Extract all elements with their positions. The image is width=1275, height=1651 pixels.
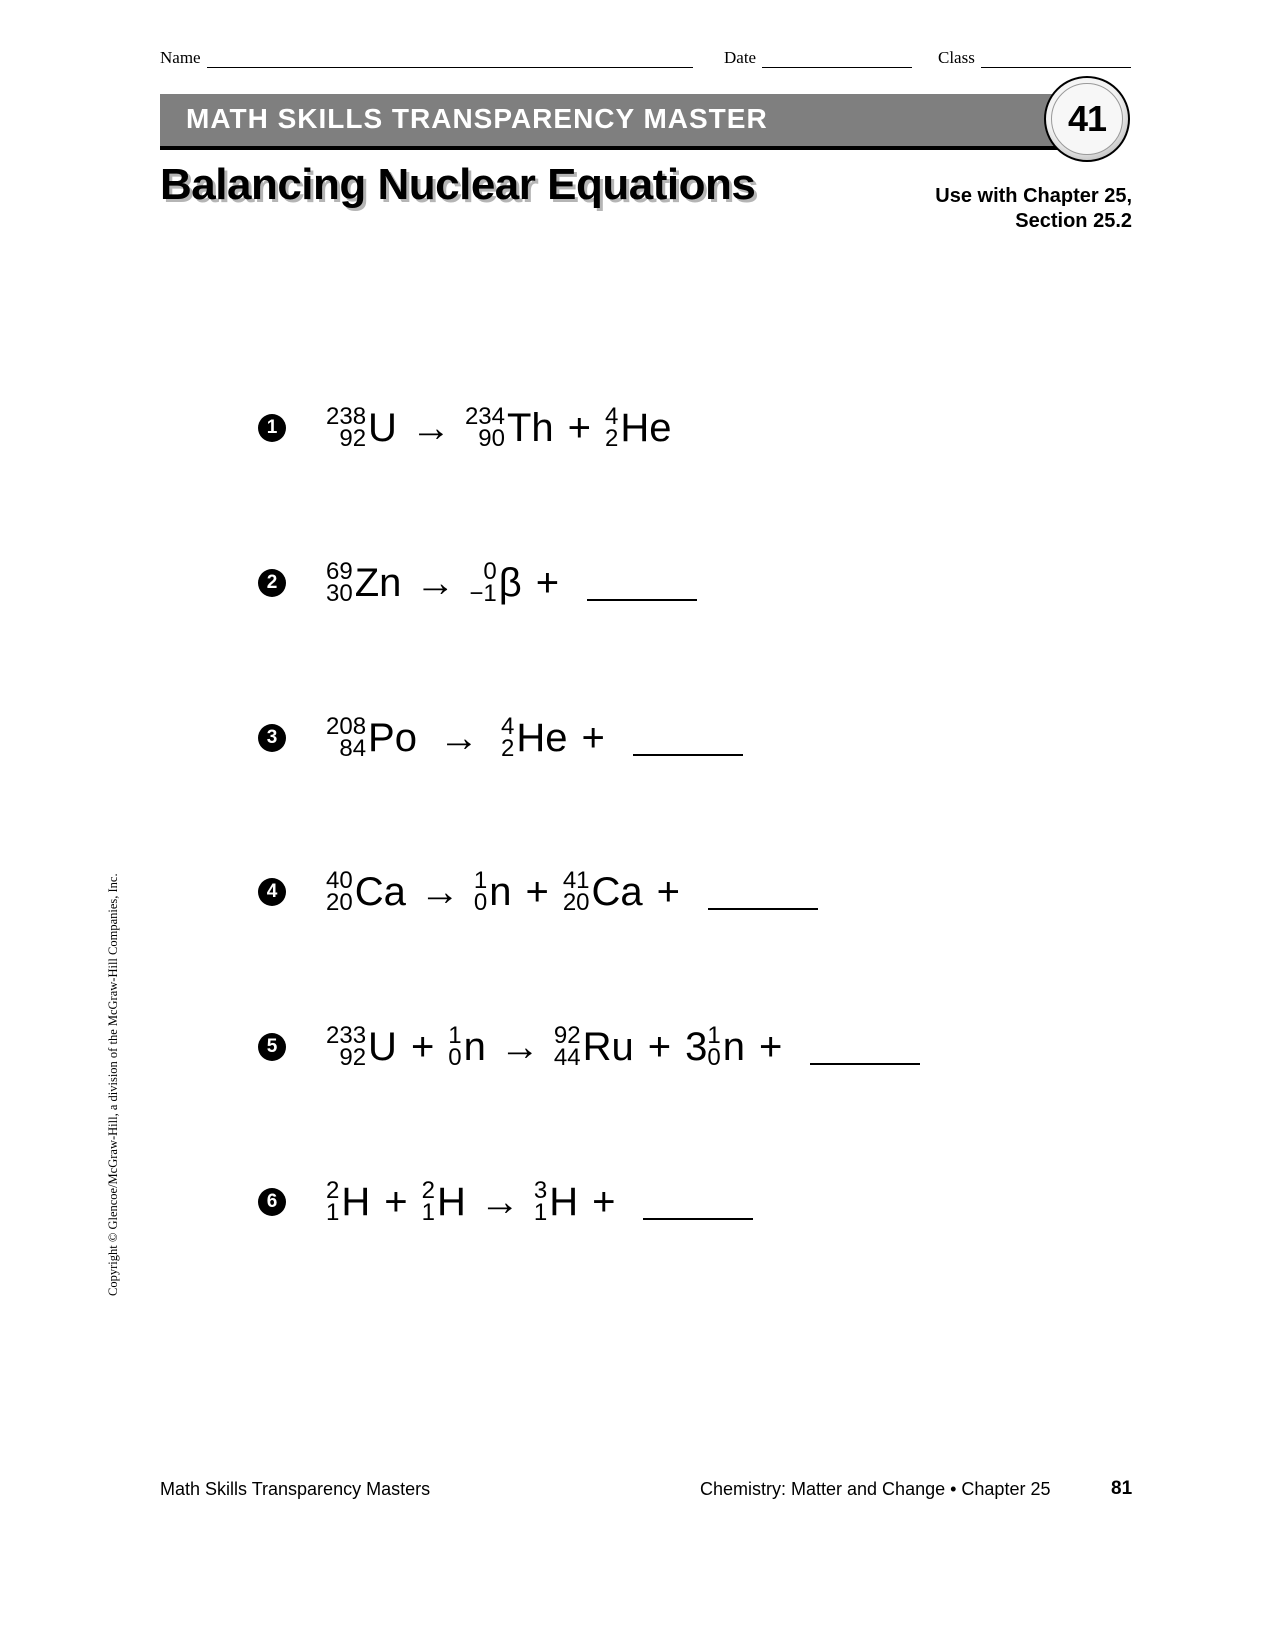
use-with-section: Section 25.2: [1015, 210, 1132, 232]
date-line[interactable]: [762, 51, 912, 68]
element-symbol: Ca: [354, 869, 406, 914]
answer-blank[interactable]: [643, 1188, 753, 1220]
number-bullet-icon: 2: [258, 569, 286, 597]
atomic-number: 0: [473, 889, 488, 916]
particle-symbol: n: [722, 1024, 745, 1069]
mass-number: 208: [326, 713, 367, 740]
answer-blank[interactable]: [810, 1033, 920, 1065]
element-symbol: U: [368, 1024, 397, 1069]
atomic-number: 0: [707, 1044, 721, 1071]
reaction-arrow-icon: →: [479, 1179, 520, 1224]
plus-sign: +: [410, 1024, 435, 1069]
reaction-arrow-icon: →: [438, 715, 479, 760]
copyright-notice: Copyright © Glencoe/McGraw-Hill, a division of the McGraw-Hill Companies, Inc.: [106, 873, 120, 1296]
nuclide: [464, 403, 554, 452]
badge-number: 41: [1067, 98, 1107, 139]
mass-number: 234: [464, 403, 505, 430]
mass-number: 233: [326, 1022, 367, 1049]
mass-number: 41: [562, 867, 590, 894]
atomic-number: 2: [605, 425, 619, 452]
date-label: Date: [724, 48, 757, 67]
particle-symbol: n: [463, 1024, 486, 1069]
atomic-number: 1: [533, 1199, 548, 1226]
atomic-number: 92: [339, 1044, 367, 1071]
atomic-number: 1: [326, 1199, 340, 1226]
class-label: Class: [938, 48, 975, 67]
footer-book-chapter: Chemistry: Matter and Change • Chapter 25: [700, 1479, 1051, 1499]
number-bullet-icon: 4: [258, 878, 286, 906]
mass-number: 4: [605, 403, 619, 430]
particle-symbol: β: [498, 560, 522, 605]
atomic-number: 90: [478, 425, 505, 452]
element-symbol: Ca: [591, 869, 643, 914]
nuclide: [326, 713, 417, 762]
plus-sign: +: [581, 715, 605, 760]
reaction-arrow-icon: →: [419, 869, 460, 914]
equation-3: [258, 708, 743, 768]
element-symbol: Th: [506, 405, 554, 450]
element-symbol: U: [368, 405, 397, 450]
nuclide: [326, 867, 406, 916]
class-field[interactable]: [938, 48, 1131, 68]
name-field[interactable]: [160, 48, 693, 68]
nuclide: [562, 867, 643, 916]
number-bullet-icon: 1: [258, 414, 286, 442]
mass-number: 40: [326, 867, 353, 894]
mass-number: 4: [500, 713, 515, 740]
nuclide: [326, 403, 397, 452]
answer-blank[interactable]: [633, 724, 743, 756]
use-with-chapter: Use with Chapter 25,: [935, 185, 1132, 207]
master-number-badge: [1044, 76, 1130, 162]
name-line[interactable]: [207, 51, 693, 68]
mass-number: 238: [326, 403, 367, 430]
header-banner: [160, 94, 1060, 150]
nuclide: [473, 867, 512, 916]
nuclide: [448, 1022, 486, 1071]
atomic-number: 1: [421, 1199, 435, 1226]
nuclide: [553, 1022, 634, 1071]
nuclide: [500, 713, 568, 762]
equation-4: [258, 862, 818, 922]
nuclide: [326, 1177, 371, 1226]
mass-number: 1: [448, 1022, 462, 1049]
nuclide: [469, 558, 522, 607]
reaction-arrow-icon: →: [499, 1024, 540, 1069]
element-symbol: H: [341, 1179, 371, 1224]
nuclide: [421, 1177, 466, 1226]
mass-number: 1: [473, 867, 488, 894]
number-bullet-icon: 5: [258, 1033, 286, 1061]
number-bullet-icon: 3: [258, 724, 286, 752]
atomic-number: 20: [562, 889, 590, 916]
name-label: Name: [160, 48, 201, 67]
mass-number: 92: [553, 1022, 581, 1049]
page-title: Balancing Nuclear Equations: [160, 160, 756, 209]
page-number: 81: [1111, 1478, 1133, 1499]
atomic-number: 2: [500, 735, 515, 762]
element-symbol: Ru: [582, 1024, 634, 1069]
mass-number: 1: [707, 1022, 721, 1049]
banner-title: MATH SKILLS TRANSPARENCY MASTER: [186, 103, 768, 134]
nuclide: [605, 403, 672, 452]
coefficient: 3: [685, 1024, 708, 1069]
student-info-row: [160, 48, 1132, 72]
plus-sign: +: [567, 405, 592, 450]
plus-sign: +: [647, 1024, 672, 1069]
particle-symbol: n: [489, 869, 512, 914]
plus-sign: +: [384, 1179, 408, 1224]
equation-6: [258, 1172, 753, 1232]
reaction-arrow-icon: →: [410, 405, 451, 450]
nuclide: [326, 1022, 397, 1071]
element-symbol: He: [516, 715, 568, 760]
element-symbol: H: [436, 1179, 466, 1224]
reaction-arrow-icon: →: [415, 560, 456, 605]
element-symbol: Zn: [354, 560, 402, 605]
atomic-number: 92: [339, 425, 367, 452]
element-symbol: H: [549, 1179, 579, 1224]
atomic-number: 84: [339, 735, 367, 762]
atomic-number: −1: [469, 580, 497, 607]
class-line[interactable]: [981, 51, 1131, 68]
atomic-number: 44: [553, 1044, 581, 1071]
badge-inner: [1051, 83, 1123, 155]
equation-2: [258, 553, 697, 613]
footer-series-title: Math Skills Transparency Masters: [160, 1479, 431, 1499]
element-symbol: Po: [368, 715, 417, 760]
plus-sign: +: [656, 869, 681, 914]
mass-number: 2: [326, 1177, 340, 1204]
atomic-number: 30: [326, 580, 353, 607]
nuclide: [326, 558, 402, 607]
mass-number: 69: [326, 558, 353, 585]
use-with-note: [935, 184, 1132, 234]
plus-sign: +: [535, 560, 560, 605]
mass-number: 2: [421, 1177, 435, 1204]
atomic-number: 20: [326, 889, 353, 916]
equation-1: [258, 398, 672, 458]
mass-number: 0: [483, 558, 497, 585]
element-symbol: He: [620, 405, 672, 450]
nuclide: [685, 1022, 745, 1071]
number-bullet-icon: 6: [258, 1188, 286, 1216]
answer-blank[interactable]: [587, 569, 697, 601]
answer-blank[interactable]: [708, 878, 818, 910]
nuclide: [533, 1177, 579, 1226]
atomic-number: 0: [448, 1044, 462, 1071]
mass-number: 3: [533, 1177, 548, 1204]
plus-sign: +: [592, 1179, 616, 1224]
plus-sign: +: [758, 1024, 783, 1069]
plus-sign: +: [525, 869, 549, 914]
equation-5: [258, 1017, 920, 1077]
date-field[interactable]: [724, 48, 912, 68]
